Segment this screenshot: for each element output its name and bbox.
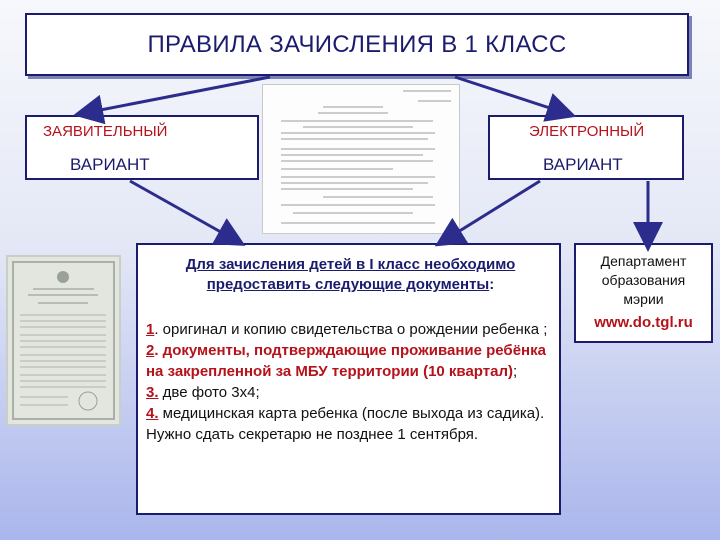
list-item: [146, 319, 551, 340]
list-item: [146, 340, 551, 382]
item-number: 1: [146, 321, 155, 338]
applicant-variant-line1: ЗАЯВИТЕЛЬНЫЙ: [43, 123, 168, 140]
department-website-link[interactable]: www.do.tgl.ru: [594, 314, 693, 331]
documents-heading-line1: Для зачисления детей в I класс необходимо: [185, 256, 516, 273]
documents-heading: [152, 255, 549, 295]
department-box: [574, 243, 713, 343]
item-number: 2: [146, 342, 155, 359]
applicant-variant-box: [25, 115, 259, 180]
birth-certificate-form-image: [262, 84, 460, 234]
list-item: [146, 382, 551, 403]
registration-certificate-image: [6, 255, 121, 426]
item-text: медицинская карта ребенка (после выхода из садика). Нужно сдать секретарю не позднее 1 сентября.: [146, 405, 545, 443]
item-text: . документы, подтверждающие проживание ребёнка на закрепленной за МБУ территории (10 квартал): [146, 342, 546, 380]
electronic-variant-line2: ВАРИАНТ: [543, 155, 623, 174]
electronic-variant-line1: ЭЛЕКТРОННЫЙ: [529, 123, 645, 140]
required-documents-box: [136, 243, 561, 515]
department-line1: Департамент: [600, 253, 687, 269]
applicant-variant-line2: ВАРИАНТ: [70, 155, 150, 174]
electronic-variant-box: [488, 115, 684, 180]
department-line3: мэрии: [623, 291, 664, 307]
documents-list: [146, 319, 551, 445]
item-number: 4.: [146, 405, 159, 422]
arrow-left-to-documents: [130, 181, 235, 240]
list-item: [146, 403, 551, 445]
page-title: ПРАВИЛА ЗАЧИСЛЕНИЯ В 1 КЛАСС: [147, 30, 567, 58]
item-text: . оригинал и копию свидетельства о рождении ребенка ;: [154, 321, 548, 338]
arrow-title-to-right: [455, 77, 565, 113]
documents-heading-colon: :: [489, 276, 495, 293]
arrow-title-to-left: [85, 77, 270, 113]
item-text-tail: ;: [512, 363, 518, 380]
item-number: 3.: [146, 384, 159, 401]
item-text: две фото 3х4;: [158, 384, 260, 401]
documents-heading-line2: предоставить следующие документы: [206, 276, 490, 293]
title-box: [25, 13, 689, 76]
department-line2: образования: [601, 272, 686, 288]
